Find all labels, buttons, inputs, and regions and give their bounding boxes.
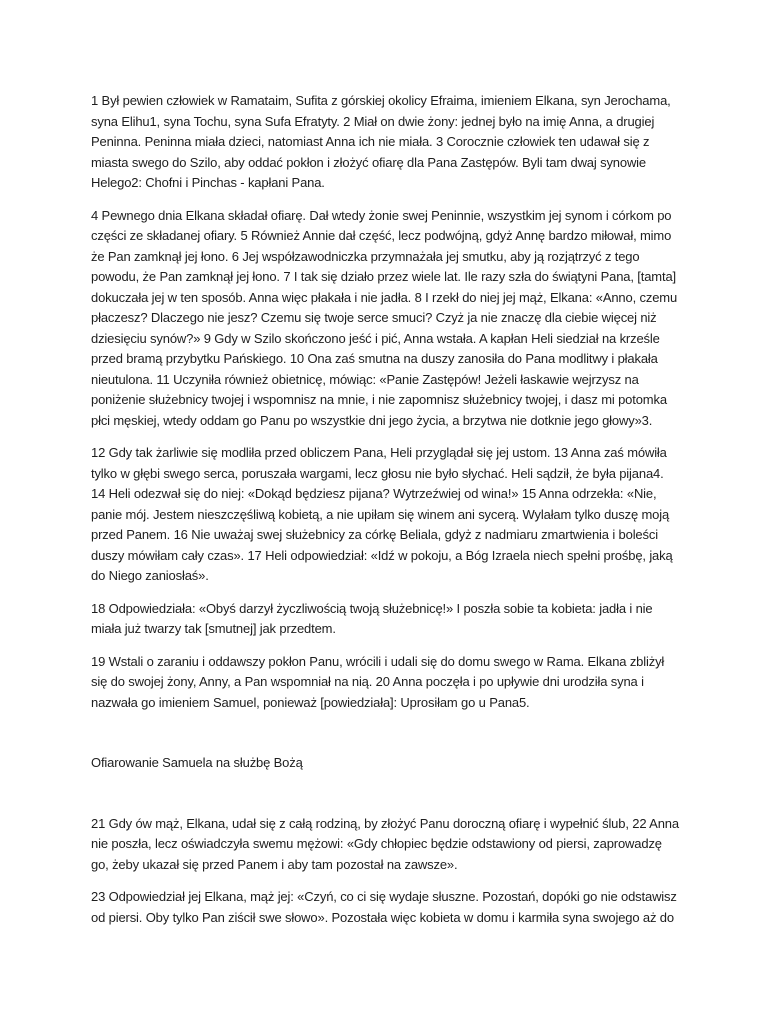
paragraph-verse-18: 18 Odpowiedziała: «Obyś darzył życzliwością twoją służebnicę!» I poszła sobie ta kobieta: jadła i nie miała już twarzy tak [smutnej] jak przedtem. (91, 600, 653, 636)
paragraph-verses-1-3: 1 Był pewien człowiek w Ramataim, Sufita z górskiej okolicy Efraima, imieniem Elkana, syn Jerochama, syna Elihu1, syna Tochu, syna Sufa Efratyty. 2 Miał on dwie żony: jednej było na imię Anna, a drugiej Peninna. Peninna miała dzieci, natomiast Anna ich nie miała. 3 Corocznie człowiek ten udawał się z miasta swego do Szilo, aby oddać pokłon i złożyć ofiarę dla Pana Zastępów. Byli tam dwaj synowie Helego2: Chofni i Pinchas - kapłani Pana. (91, 93, 671, 190)
paragraph-verses-12-17: 12 Gdy tak żarliwie się modliła przed obliczem Pana, Heli przyglądał się jej ustom. 13 Anna zaś mówiła tylko w głębi swego serca, poruszała wargami, lecz głosu nie było słychać. Heli sądził, że była pijana4. 14 Heli odezwał się do niej: «Dokąd będziesz pijana? Wytrzeźwiej od wina!» 15 Anna odrzekła: «Nie, panie mój. Jestem nieszczęśliwą kobietą, a nie upiłam się winem ani sycerą. Wylałam tylko duszę moją przed Panem. 16 Nie uważaj swej służebnicy za córkę Beliala, gdyż z nadmiaru zmartwienia i boleści duszy mówiłam cały czas». 17 Heli odpowiedział: «Idź w pokoju, a Bóg Izraela niech spełni prośbę, jaką do Niego zaniosłaś». (91, 445, 673, 583)
paragraph-verses-21-22: 21 Gdy ów mąż, Elkana, udał się z całą rodziną, by złożyć Panu doroczną ofiarę i wypełnić ślub, 22 Anna nie poszła, lecz oświadczyła swemu mężowi: «Gdy chłopiec będzie odstawiony od piersi, zaprowadzę go, żeby ukazał się przed Panem i aby tam pozostał na zawsze». (91, 815, 679, 872)
section-heading: Ofiarowanie Samuela na służbę Bożą (91, 755, 303, 770)
paragraph-verse-23: 23 Odpowiedział jej Elkana, mąż jej: «Czyń, co ci się wydaje słuszne. Pozostań, dopóki go nie odstawisz od piersi. Oby tylko Pan ziścił swe słowo». Pozostała więc kobieta w domu i karmiła syna swojego aż do (91, 889, 677, 925)
paragraph-verses-19-20: 19 Wstali o zaraniu i oddawszy pokłon Panu, wrócili i udali się do domu swego w Rama. Elkana zbliżył się do swojej żony, Anny, a Pan wspomniał na nią. 20 Anna poczęła i po upływie dni urodziła syna i nazwała go imieniem Samuel, ponieważ [powiedziała]: Uprosiłam go u Pana5. (91, 653, 665, 710)
document-page (91, 91, 681, 940)
paragraph-verses-4-11: 4 Pewnego dnia Elkana składał ofiarę. Dał wtedy żonie swej Peninnie, wszystkim jej synom i córkom po części ze składanej ofiary. 5 Również Annie dał część, lecz podwójną, gdyż Annę bardzo miłował, mimo że Pan zamknął jej łono. 6 Jej współzawodniczka przymnażała jej smutku, aby ją rozjątrzyć z tego powodu, że Pan zamknął jej łono. 7 I tak się działo przez wiele lat. Ile razy szła do świątyni Pana, [tamta] dokuczała jej w ten sposób. Anna więc płakała i nie jadła. 8 I rzekł do niej jej mąż, Elkana: «Anno, czemu płaczesz? Dlaczego nie jesz? Czemu się twoje serce smuci? Czyż ja nie znaczę dla ciebie więcej niż dziesięciu synów?» 9 Gdy w Szilo skończono jeść i pić, Anna wstała. A kapłan Heli siedział na krześle przed bramą przybytku Pańskiego. 10 Ona zaś smutna na duszy zanosiła do Pana modlitwy i płakała nieutulona. 11 Uczyniła również obietnicę, mówiąc: «Panie Zastępów! Jeżeli łaskawie wejrzysz na poniżenie służebnicy twojej i wspomnisz na mnie, i nie zapomnisz służebnicy twojej, i dasz mi potomka płci męskiej, wtedy oddam go Panu po wszystkie dni jego życia, a brzytwa nie dotknie jego głowy»3. (91, 207, 678, 428)
